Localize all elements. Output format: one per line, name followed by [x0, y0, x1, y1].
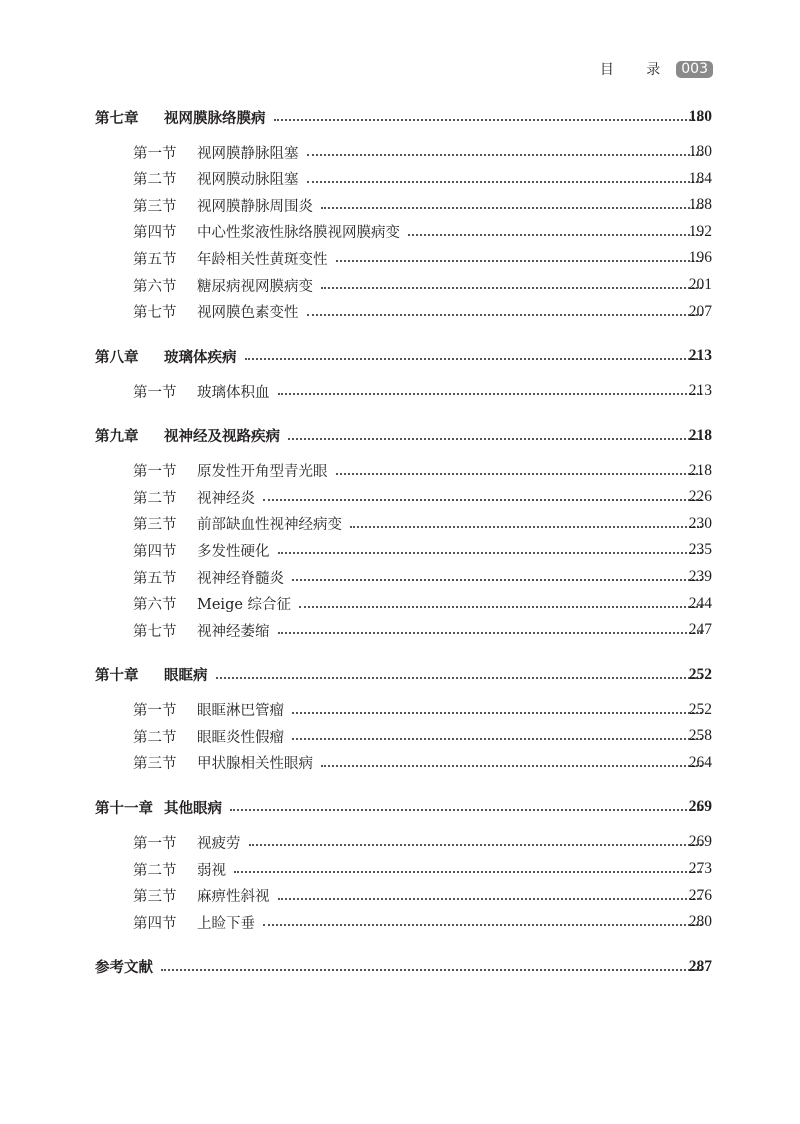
entry-page-number: 188 — [688, 196, 712, 214]
entry-number: 第七节 — [133, 305, 177, 322]
toc-section-entry[interactable] — [0, 513, 800, 535]
dot-leader — [307, 312, 702, 316]
entry-page-number: 239 — [688, 568, 712, 585]
toc-section-entry[interactable] — [0, 539, 800, 561]
entry-number: 参考文献 — [95, 959, 153, 977]
dot-leader — [292, 736, 702, 740]
entry-page-number: 218 — [688, 461, 712, 479]
dot-leader — [336, 258, 702, 262]
entry-title: 原发性开角型青光眼 — [197, 460, 334, 481]
entry-number: 第一节 — [133, 384, 177, 401]
entry-page-number: 264 — [688, 753, 712, 771]
entry-number: 第七章 — [95, 109, 139, 127]
entry-title: 视神经萎缩 — [197, 620, 276, 641]
entry-page-number: 244 — [688, 594, 712, 612]
entry-title: 前部缺血性视神经病变 — [197, 513, 348, 534]
toc-section-entry[interactable] — [0, 911, 800, 933]
entry-number: 第二节 — [133, 729, 177, 746]
entry-title: 视神经及视路疾病 — [164, 425, 286, 446]
entry-page-number: 269 — [688, 833, 712, 851]
toc-section-entry[interactable] — [0, 725, 800, 747]
toc-section-entry[interactable] — [0, 460, 800, 482]
dot-leader — [263, 497, 702, 501]
entry-number: 第六节 — [133, 278, 177, 295]
running-header — [600, 59, 713, 79]
entry-page-number: 235 — [688, 541, 712, 559]
entry-number: 第十章 — [95, 667, 139, 685]
entry-title: 年龄相关性黄斑变性 — [197, 248, 334, 269]
entry-title: 玻璃体疾病 — [164, 346, 243, 367]
dot-leader — [245, 356, 702, 360]
toc-section-entry[interactable] — [0, 619, 800, 641]
entry-number: 第一节 — [133, 835, 177, 852]
dot-leader — [307, 152, 702, 156]
entry-page-number: 269 — [688, 798, 712, 816]
entry-page-number: 287 — [688, 957, 712, 975]
entry-page-number: 207 — [688, 302, 712, 320]
entry-title: 糖尿病视网膜病变 — [197, 275, 319, 296]
dot-leader — [274, 117, 702, 121]
entry-number: 第三节 — [133, 889, 177, 906]
entry-title: 甲状腺相关性眼病 — [197, 752, 319, 773]
entry-number: 第二节 — [133, 172, 177, 189]
entry-page-number: 276 — [688, 886, 712, 904]
entry-number: 第二节 — [133, 490, 177, 507]
dot-leader — [278, 630, 702, 634]
entry-page-number: 252 — [688, 665, 712, 683]
entry-number: 第一节 — [133, 703, 177, 720]
toc-section-entry[interactable] — [0, 752, 800, 774]
entry-number: 第八章 — [95, 348, 139, 366]
toc-section-entry[interactable] — [0, 221, 800, 243]
entry-number: 第七节 — [133, 623, 177, 640]
dot-leader — [249, 842, 702, 846]
header-title: 目 录 — [599, 62, 675, 78]
toc-section-entry[interactable] — [0, 885, 800, 907]
toc-chapter-entry[interactable] — [0, 664, 800, 686]
entry-title: 视网膜动脉阻塞 — [197, 168, 305, 189]
toc-section-entry[interactable] — [0, 486, 800, 508]
entry-title: 眼眶炎性假瘤 — [197, 726, 290, 747]
toc-section-entry[interactable] — [0, 593, 800, 615]
entry-page-number: 258 — [688, 727, 712, 745]
entry-title: 其他眼病 — [164, 797, 228, 818]
header-page-number: 003 — [676, 61, 713, 78]
entry-page-number: 184 — [688, 169, 712, 187]
toc-chapter-entry[interactable] — [0, 425, 800, 447]
entry-number: 第三节 — [133, 198, 177, 215]
toc-section-entry[interactable] — [0, 247, 800, 269]
dot-leader — [408, 232, 702, 236]
entry-title: 视网膜静脉周围炎 — [197, 195, 319, 216]
entry-number: 第五节 — [133, 251, 177, 268]
dot-leader — [321, 285, 702, 289]
dot-leader — [161, 967, 702, 971]
dot-leader — [234, 869, 702, 873]
dot-leader — [278, 550, 702, 554]
dot-leader — [307, 179, 702, 183]
toc-section-entry[interactable] — [0, 380, 800, 402]
toc-section-entry[interactable] — [0, 566, 800, 588]
dot-leader — [278, 391, 702, 395]
toc-references-entry[interactable] — [0, 956, 800, 978]
entry-title: 眼眶淋巴管瘤 — [197, 699, 290, 720]
dot-leader — [230, 807, 702, 811]
toc-section-entry[interactable] — [0, 274, 800, 296]
entry-title: 弱视 — [197, 859, 232, 880]
entry-title: 上睑下垂 — [197, 912, 261, 933]
entry-title: 中心性浆液性脉络膜视网膜病变 — [197, 221, 406, 242]
dot-leader — [278, 896, 702, 900]
entry-page-number: 252 — [688, 700, 712, 718]
entry-page-number: 192 — [688, 222, 712, 240]
entry-number: 第四节 — [133, 225, 177, 242]
dot-leader — [216, 675, 702, 679]
entry-page-number: 180 — [688, 108, 712, 125]
toc-section-entry[interactable] — [0, 858, 800, 880]
entry-title: 视神经脊髓炎 — [197, 567, 290, 588]
entry-page-number: 273 — [688, 860, 712, 877]
entry-number: 第三节 — [133, 756, 177, 773]
entry-title: 视网膜色素变性 — [197, 301, 305, 322]
entry-number: 第三节 — [133, 517, 177, 534]
dot-leader — [321, 763, 702, 767]
entry-number: 第一节 — [133, 464, 177, 481]
entry-number: 第十一章 — [95, 799, 153, 817]
entry-page-number: 280 — [688, 913, 712, 931]
entry-number: 第一节 — [133, 145, 177, 162]
entry-title: 眼眶病 — [164, 664, 214, 685]
entry-page-number: 218 — [688, 426, 712, 444]
entry-page-number: 213 — [688, 347, 712, 365]
entry-title: 视神经炎 — [197, 487, 261, 508]
entry-number: 第四节 — [133, 543, 177, 560]
toc-section-entry[interactable] — [0, 141, 800, 163]
toc-section-entry[interactable] — [0, 301, 800, 323]
entry-number: 第二节 — [133, 862, 177, 879]
entry-page-number: 226 — [688, 488, 712, 506]
entry-title: 麻痹性斜视 — [197, 885, 276, 906]
dot-leader — [321, 205, 702, 209]
entry-page-number: 180 — [688, 143, 712, 160]
dot-leader — [288, 436, 702, 440]
entry-page-number: 247 — [688, 621, 712, 639]
dot-leader — [292, 710, 702, 714]
dot-leader — [292, 577, 702, 581]
entry-page-number: 213 — [688, 382, 712, 400]
entry-title: Meige 综合征 — [197, 593, 297, 614]
dot-leader — [336, 471, 702, 475]
entry-title: 玻璃体积血 — [197, 381, 276, 402]
entry-number: 第四节 — [133, 915, 177, 932]
entry-page-number: 196 — [688, 249, 712, 267]
toc-section-entry[interactable] — [0, 831, 800, 853]
toc-section-entry[interactable] — [0, 194, 800, 216]
toc-chapter-entry[interactable] — [0, 106, 800, 128]
toc-chapter-entry[interactable] — [0, 345, 800, 367]
toc-section-entry[interactable] — [0, 168, 800, 190]
toc-section-entry[interactable] — [0, 699, 800, 721]
entry-title: 多发性硬化 — [197, 540, 276, 561]
toc-chapter-entry[interactable] — [0, 796, 800, 818]
entry-page-number: 230 — [688, 514, 712, 532]
dot-leader — [263, 922, 702, 926]
entry-title: 视网膜脉络膜病 — [164, 107, 272, 128]
entry-number: 第五节 — [133, 570, 177, 587]
entry-page-number: 201 — [688, 276, 712, 293]
entry-title: 视疲劳 — [197, 832, 247, 853]
entry-number: 第六节 — [133, 597, 177, 614]
entry-title: 视网膜静脉阻塞 — [197, 142, 305, 163]
entry-number: 第九章 — [95, 428, 139, 446]
dot-leader — [299, 604, 702, 608]
dot-leader — [350, 524, 702, 528]
